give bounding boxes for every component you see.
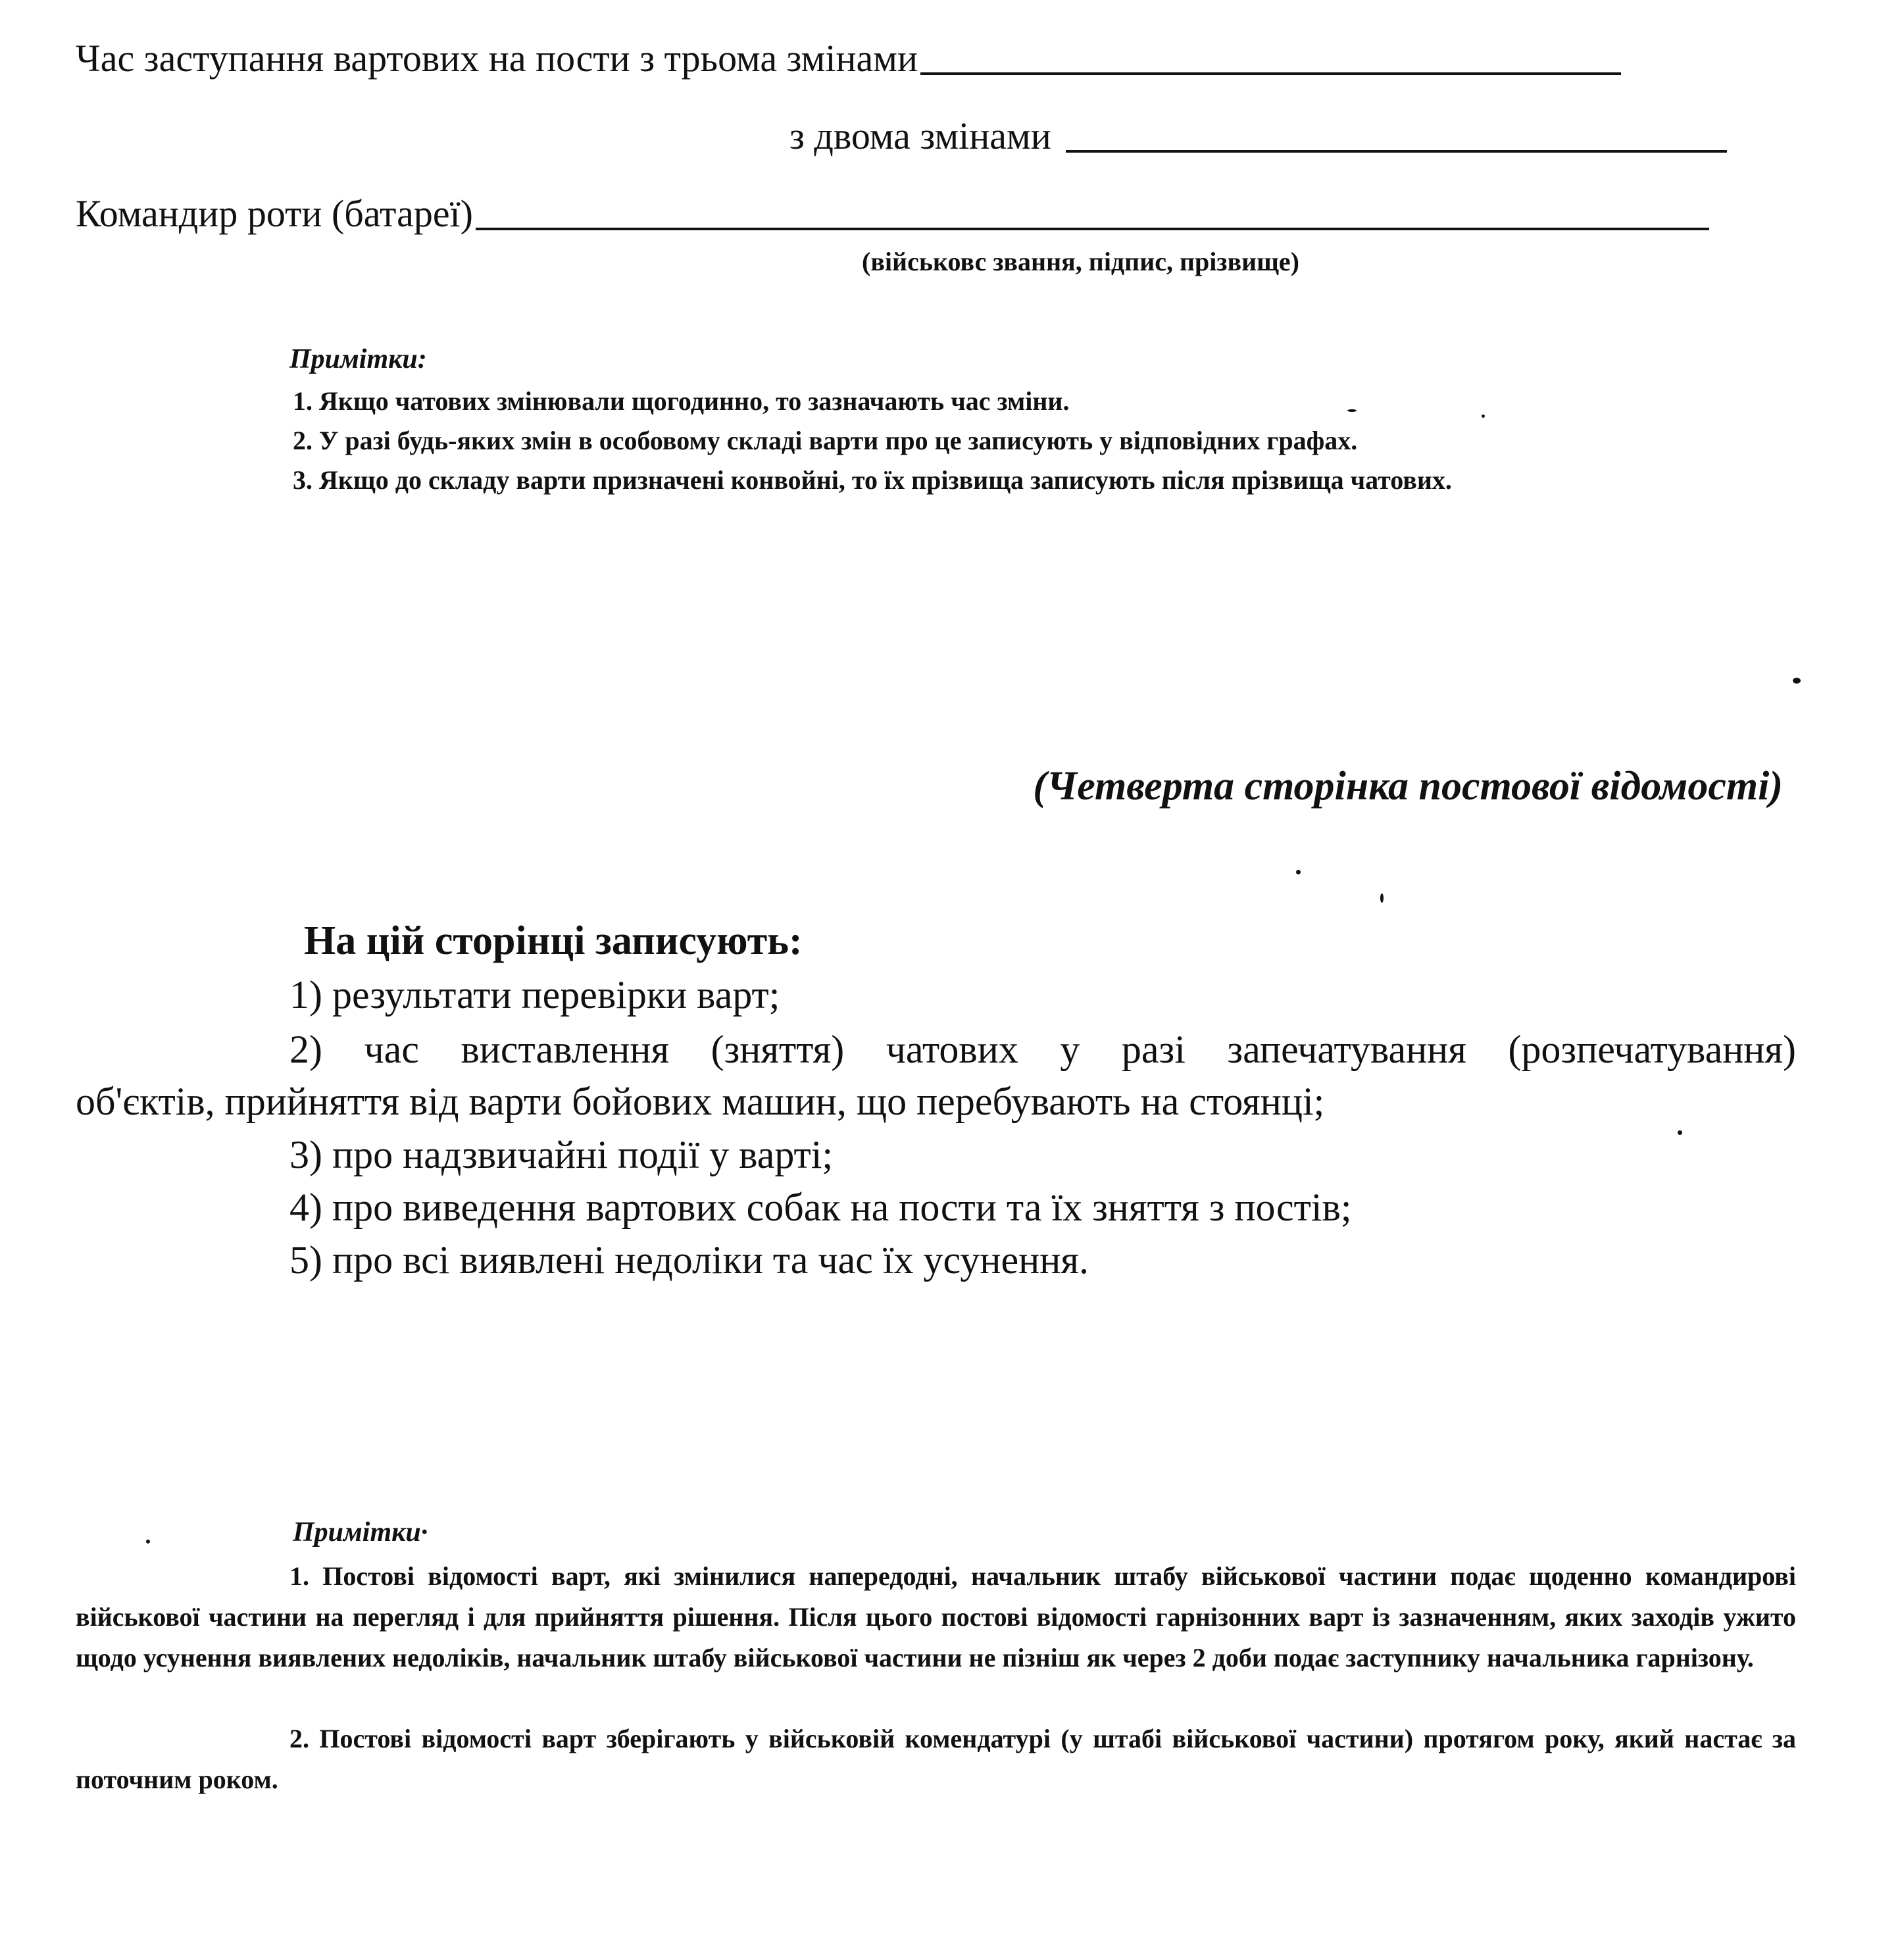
note-paragraph: 1. Постові відомості варт, які змінилися напередодні, начальник штабу військової частини подає щоденно командирові військової частини на перегляд і для прийняття рішення. Після цього постові відомості гарнізонних варт із зазначенням, яких заходів ужито щодо усунення виявлених недоліків, начальник штабу військової частини не пізніш як через 2 доби подає заступнику начальника гарнізону. bbox=[76, 1561, 1796, 1672]
section-title: На цій сторінці записують: bbox=[304, 918, 803, 963]
notes-title-1: Примітки: bbox=[289, 344, 427, 374]
blank-commander-signature[interactable] bbox=[476, 228, 1709, 230]
list-item: 3) про надзвичайні події у варті; bbox=[289, 1133, 834, 1176]
scan-speck bbox=[1793, 678, 1801, 684]
blank-three-shifts[interactable] bbox=[920, 72, 1621, 75]
note-item: 1. Якщо чатових змінювали щогодинно, то зазначають час зміни. bbox=[293, 386, 1070, 416]
scan-speck bbox=[146, 1540, 150, 1544]
form-label-two-shifts: з двома змінами bbox=[789, 114, 1051, 157]
scan-speck bbox=[1347, 409, 1357, 412]
form-label-three-shifts: Час заступання вартових на пости з трьома змінами bbox=[76, 37, 918, 80]
page-heading: (Четверта сторінка постової відомості) bbox=[1033, 764, 1783, 809]
form-line-commander bbox=[76, 192, 1786, 235]
list-item: 4) про виведення вартових собак на пости та їх зняття з постів; bbox=[289, 1186, 1352, 1229]
form-label-commander: Командир роти (батареї) bbox=[76, 192, 473, 235]
notes-title-2: Примітки· bbox=[293, 1517, 428, 1547]
note-paragraph: 2. Постові відомості варт зберігають у військовій комендатурі (у штабі військової частини) протягом року, який настає за поточним роком. bbox=[76, 1724, 1796, 1794]
scan-speck bbox=[1482, 415, 1485, 418]
list-item-continuation: об'єктів, прийняття від варти бойових машин, що перебувають на стоянці; bbox=[76, 1080, 1325, 1123]
note-item: 3. Якщо до складу варти призначені конвойні, то їх прізвища записують після прізвища чатових. bbox=[293, 465, 1452, 495]
note-item: 2. У разі будь-яких змін в особовому складі варти про це записують у відповідних графах. bbox=[293, 426, 1358, 455]
form-line-shift-times-three bbox=[76, 39, 1760, 78]
form-line-shift-times-two bbox=[789, 114, 1776, 157]
scan-speck bbox=[1678, 1130, 1682, 1135]
scan-speck bbox=[1296, 870, 1301, 874]
list-item: 5) про всі виявлені недоліки та час їх усунення. bbox=[289, 1238, 1089, 1282]
scan-speck bbox=[1380, 893, 1384, 903]
list-item: 2) час виставлення (зняття) чатових у разі запечатування (розпечатування) bbox=[289, 1028, 1796, 1071]
signature-caption: (військовс звання, підпис, прізвище) bbox=[862, 247, 1299, 276]
list-item: 1) результати перевірки варт; bbox=[289, 973, 780, 1017]
blank-two-shifts[interactable] bbox=[1066, 150, 1727, 153]
